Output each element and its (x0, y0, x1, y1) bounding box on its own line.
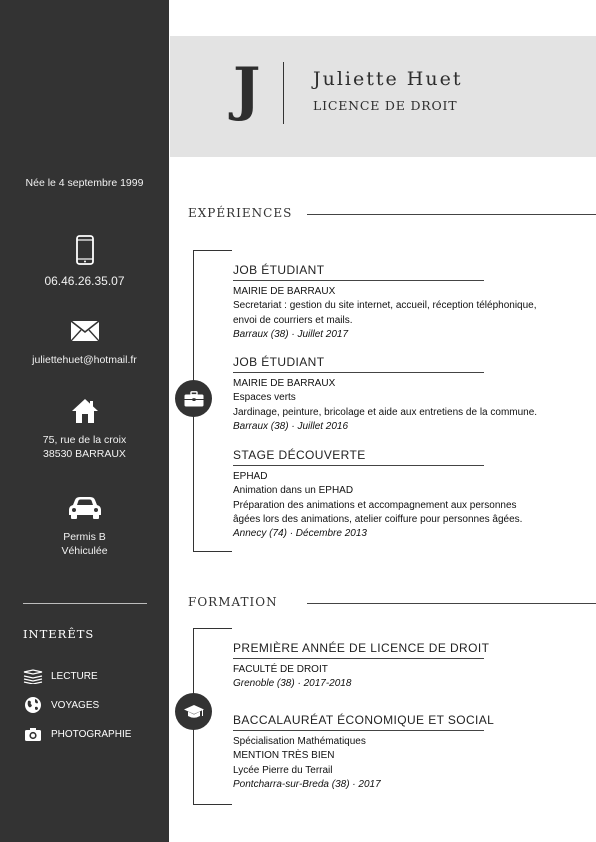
globe-icon (23, 697, 43, 713)
header-divider (283, 62, 284, 124)
formation-entry (233, 713, 593, 792)
experience-line: âgées lors des animations, atelier coiffure pour personnes âgées. (233, 513, 523, 525)
interest-label: LECTURE (51, 670, 98, 682)
experience-line: Animation dans un EPHAD (233, 485, 354, 497)
experience-entry (233, 263, 593, 342)
sidebar (0, 0, 169, 842)
phone-icon (0, 235, 169, 265)
experience-line: EPHAD (233, 471, 268, 482)
address-line1: 75, rue de la croix (42, 434, 127, 446)
formation-line: FACULTÉ DE DROIT (233, 664, 328, 675)
interest-item-travel (23, 697, 99, 713)
home-icon (0, 398, 169, 424)
experience-line: MAIRIE DE BARRAUX (233, 378, 336, 389)
experiences-heading: EXPÉRIENCES (188, 206, 293, 220)
formation-place-date: Grenoble (38) · 2017-2018 (233, 678, 352, 690)
experiences-rule (307, 214, 596, 215)
formation-line: Spécialisation Mathématiques (233, 736, 366, 747)
name-initial: J (233, 55, 261, 123)
full-name: Juliette Huet (313, 68, 463, 90)
experience-line: Préparation des animations et accompagnement aux personnes (233, 499, 517, 511)
experiences-bracket-bottom (193, 551, 232, 552)
interests-heading: INTERÊTS (23, 627, 95, 641)
interest-label: VOYAGES (51, 699, 100, 711)
birth-date: Née le 4 septembre 1999 (25, 177, 144, 189)
experience-line: Jardinage, peinture, bricolage et aide aux entretiens de la commune. (233, 406, 538, 418)
interest-item-reading (23, 668, 98, 684)
email-address: juliettehuet@hotmail.fr (32, 354, 137, 366)
briefcase-icon (175, 380, 212, 417)
experience-title: STAGE DÉCOUVERTE (233, 448, 484, 466)
degree-subtitle: LICENCE DE DROIT (313, 98, 458, 113)
experience-place-date: Annecy (74) · Décembre 2013 (233, 528, 367, 540)
books-icon (23, 668, 43, 684)
formation-line: Lycée Pierre du Terrail (233, 764, 333, 776)
license-line2: Véhiculée (61, 545, 108, 557)
experience-entry (233, 448, 593, 541)
experience-place-date: Barraux (38) · Juillet 2016 (233, 420, 349, 432)
experience-line: MAIRIE DE BARRAUX (233, 286, 336, 297)
formation-place-date: Pontcharra-sur-Breda (38) · 2017 (233, 778, 381, 790)
formation-title: PREMIÈRE ANNÉE DE LICENCE DE DROIT (233, 641, 484, 659)
experiences-bracket-top (193, 250, 232, 251)
formation-heading: FORMATION (188, 595, 278, 609)
formation-entry (233, 641, 593, 692)
formation-rule (307, 603, 596, 604)
experience-title: JOB ÉTUDIANT (233, 355, 484, 373)
interest-item-photography (23, 726, 131, 742)
sidebar-divider (23, 603, 147, 604)
experience-line: Espaces verts (233, 392, 296, 404)
experience-entry (233, 355, 593, 434)
formation-title: BACCALAURÉAT ÉCONOMIQUE ET SOCIAL (233, 713, 484, 731)
license-line1: Permis B (63, 531, 106, 543)
formation-line: MENTION TRÈS BIEN (233, 750, 335, 762)
experience-line: Secretariat : gestion du site internet, accueil, réception téléphonique, (233, 300, 537, 312)
camera-icon (23, 726, 43, 742)
experience-title: JOB ÉTUDIANT (233, 263, 484, 281)
interest-label: PHOTOGRAPHIE (51, 728, 132, 740)
experience-place-date: Barraux (38) · Juillet 2017 (233, 328, 349, 340)
formation-bracket-top (193, 628, 232, 629)
experience-line: envoi de courriers et mails. (233, 314, 353, 326)
phone-number: 06.46.26.35.07 (44, 274, 125, 288)
address-line2: 38530 BARRAUX (43, 448, 126, 460)
graduation-cap-icon (175, 693, 212, 730)
envelope-icon (0, 321, 169, 341)
car-icon (0, 496, 169, 520)
formation-bracket-bottom (193, 804, 232, 805)
